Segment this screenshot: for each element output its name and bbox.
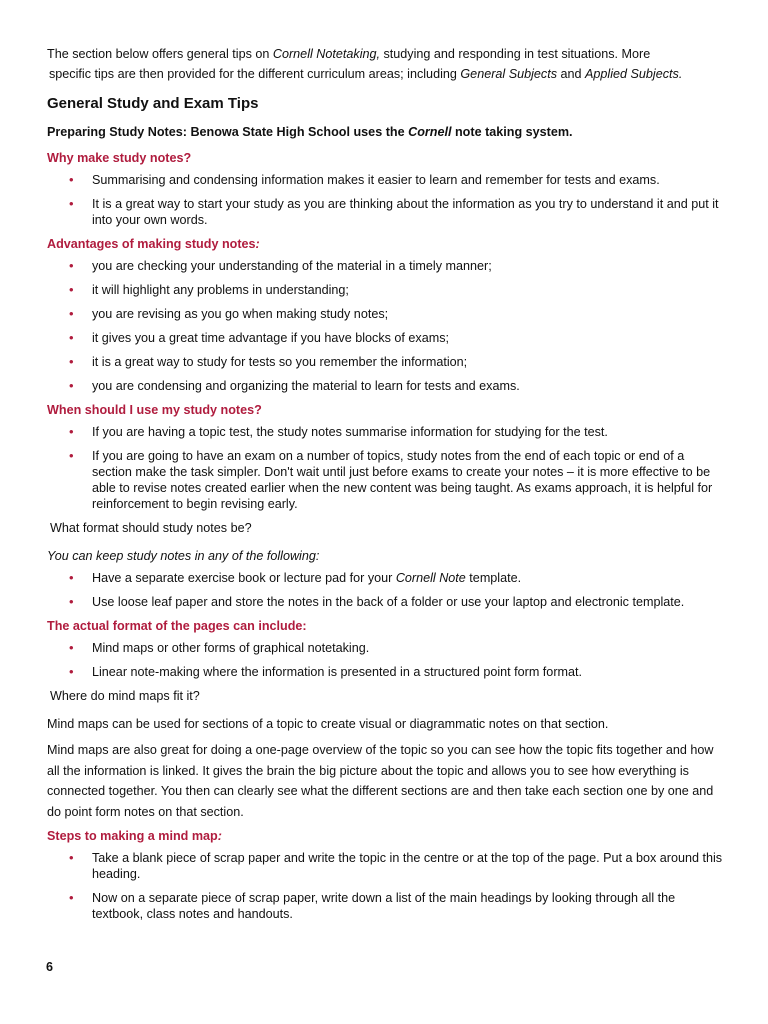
- intro-text: and: [557, 67, 586, 81]
- steps-colon: :: [217, 829, 222, 843]
- mindmap-paragraph-1: Mind maps can be used for sections of a topic to create visual or diagrammatic notes on that section.: [47, 717, 609, 731]
- list-item: [47, 850, 727, 882]
- bullet-icon: •: [69, 424, 74, 439]
- lead-paragraph: [47, 124, 727, 140]
- actual-format-list: [47, 640, 727, 680]
- list-item: [47, 424, 727, 440]
- list-item: [47, 594, 727, 610]
- list-item-text: Now on a separate piece of scrap paper, write down a list of the main headings by looking through all the textbook, class notes and handouts.: [92, 891, 676, 921]
- list-item-text: Take a blank piece of scrap paper and write the topic in the centre or at the top of the page. Put a box around this heading.: [92, 851, 723, 881]
- list-item: [47, 354, 727, 370]
- advantages-heading: [47, 236, 727, 252]
- list-item-text: Linear note-making where the information is presented in a structured point form format.: [92, 665, 583, 679]
- list-item: [47, 258, 727, 274]
- list-item: [47, 640, 727, 656]
- bullet-icon: •: [69, 850, 74, 865]
- list-item: [47, 664, 727, 680]
- advantages-list: [47, 258, 727, 394]
- list-item-text: you are condensing and organizing the material to learn for tests and exams.: [92, 379, 520, 393]
- intro-text: specific tips are then provided for the different curriculum areas; including: [49, 67, 461, 81]
- steps-heading: [47, 828, 727, 844]
- list-item: [47, 196, 727, 228]
- actual-format-heading: The actual format of the pages can include:: [47, 619, 307, 633]
- cornell-note-term: Cornell Note: [395, 571, 466, 585]
- list-item-text: template.: [465, 571, 522, 585]
- list-item: [47, 570, 727, 586]
- bullet-icon: •: [69, 890, 74, 905]
- document-page: [47, 44, 727, 930]
- advantages-colon: :: [255, 237, 260, 251]
- why-list: [47, 172, 727, 228]
- lead-text: note taking system.: [451, 125, 573, 139]
- list-item-text: Have a separate exercise book or lecture pad for your: [92, 571, 396, 585]
- list-item-text: If you are having a topic test, the study notes summarise information for studying for the test.: [92, 425, 608, 439]
- list-item: [47, 330, 727, 346]
- list-item-text: It is a great way to start your study as you are thinking about the information as you try to understand it and put it into your own words.: [92, 197, 719, 227]
- when-heading: When should I use my study notes?: [47, 403, 262, 417]
- list-item: [47, 378, 727, 394]
- lead-cornell-term: Cornell: [408, 125, 452, 139]
- list-item: [47, 172, 727, 188]
- bullet-icon: •: [69, 258, 74, 273]
- bullet-icon: •: [69, 172, 74, 187]
- bullet-icon: •: [69, 196, 74, 211]
- bullet-icon: •: [69, 664, 74, 679]
- list-item-text: it will highlight any problems in understanding;: [92, 283, 349, 297]
- list-item: [47, 306, 727, 322]
- steps-title: Steps to making a mind map: [47, 829, 218, 843]
- bullet-icon: •: [69, 448, 74, 463]
- intro-cornell-term: Cornell Notetaking,: [272, 47, 380, 61]
- intro-text: The section below offers general tips on: [47, 47, 273, 61]
- intro-general-subjects: General Subjects: [460, 67, 557, 81]
- bullet-icon: •: [69, 306, 74, 321]
- mindmap-question: Where do mind maps fit it?: [50, 689, 200, 703]
- section-heading: General Study and Exam Tips: [47, 95, 259, 112]
- format-keep-text: You can keep study notes in any of the following:: [47, 549, 320, 563]
- advantages-title: Advantages of making study notes: [47, 237, 256, 251]
- intro-text: studying and responding in test situations. More: [380, 47, 651, 61]
- format-list: [47, 570, 727, 610]
- bullet-icon: •: [69, 282, 74, 297]
- why-heading: Why make study notes?: [47, 151, 192, 165]
- list-item: [47, 890, 727, 922]
- list-item-text: it gives you a great time advantage if you have blocks of exams;: [92, 331, 450, 345]
- bullet-icon: •: [69, 570, 74, 585]
- list-item-text: you are revising as you go when making study notes;: [92, 307, 389, 321]
- intro-paragraph: [47, 44, 727, 84]
- list-item-text: Mind maps or other forms of graphical notetaking.: [92, 641, 370, 655]
- list-item-text: If you are going to have an exam on a number of topics, study notes from the end of each topic or end of a section make the task simpler. Don't wait until just before exams to create your notes – it is more effective to be able to revise notes created earlier when the new content was being taught. As exams approach, it is helpful for reinforcement to begin revising early.: [92, 449, 713, 511]
- bullet-icon: •: [69, 378, 74, 393]
- list-item-text: Summarising and condensing information makes it easier to learn and remember for tests and exams.: [92, 173, 660, 187]
- bullet-icon: •: [69, 330, 74, 345]
- format-question: What format should study notes be?: [50, 521, 252, 535]
- list-item-text: Use loose leaf paper and store the notes in the back of a folder or use your laptop and electronic template.: [92, 595, 685, 609]
- lead-text: Preparing Study Notes: Benowa State High School uses the: [47, 125, 409, 139]
- steps-list: [47, 850, 727, 922]
- intro-applied-subjects: Applied Subjects.: [585, 67, 683, 81]
- list-item: [47, 282, 727, 298]
- bullet-icon: •: [69, 594, 74, 609]
- list-item-text: you are checking your understanding of the material in a timely manner;: [92, 259, 492, 273]
- mindmap-paragraph-2: Mind maps are also great for doing a one-page overview of the topic so you can see how the topic fits together and how all the information is linked. It gives the brain the big picture about the topic and allows you to see how everything is connected together. You then can clearly see what the different sections are and then take each section one by one and do point form notes on that section.: [47, 743, 714, 819]
- when-list: [47, 424, 727, 512]
- list-item: [47, 448, 727, 512]
- bullet-icon: •: [69, 640, 74, 655]
- list-item-text: it is a great way to study for tests so you remember the information;: [92, 355, 468, 369]
- page-number: 6: [46, 960, 54, 974]
- bullet-icon: •: [69, 354, 74, 369]
